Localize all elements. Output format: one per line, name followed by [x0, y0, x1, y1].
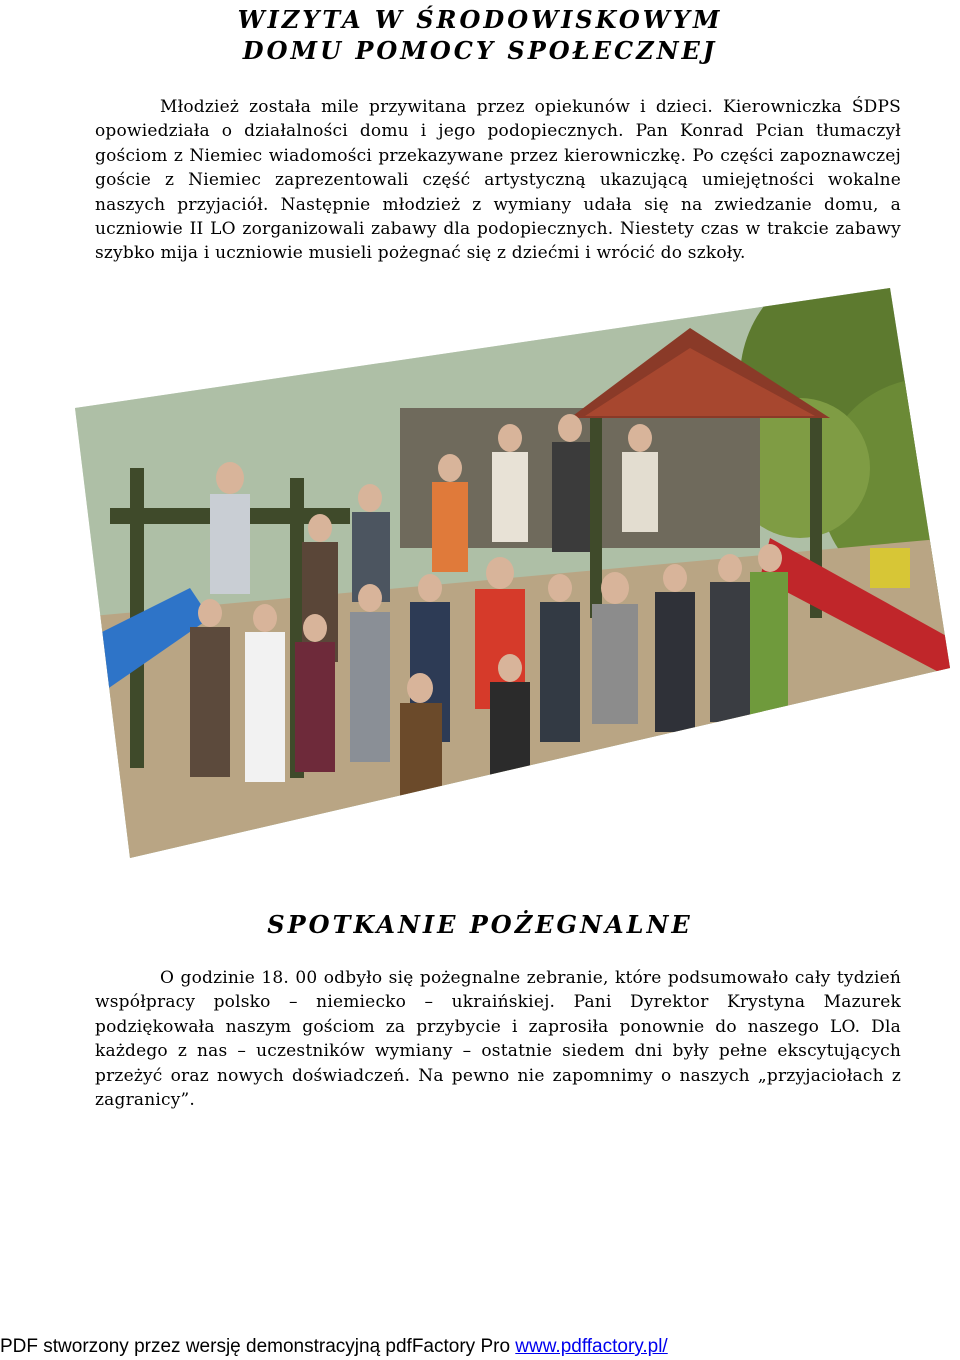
- pdf-footer: [0, 1334, 960, 1360]
- section-title-farewell: SPOTKANIE POŻEGNALNE: [267, 910, 693, 939]
- group-photo-image: [70, 288, 950, 858]
- paragraph-visit: [95, 95, 901, 266]
- page-title: [0, 4, 960, 66]
- paragraph-farewell: [95, 966, 901, 1112]
- paragraph-farewell-text: O godzinie 18. 00 odbyło się pożegnalne zebranie, które podsumowało cały tydzień współpracy polsko – niemiecko – ukraińskiej. Pani Dyrektor Krystyna Mazurek podziękowała naszym gościom za przybycie i zaprosiła ponownie do naszego LO. Dla każdego z nas – uczestników wymiany – ostatnie siedem dni były pełne ekscytujących przeżyć oraz nowych doświadczeń. Na pewno nie zapomnimy o naszych „przyjaciołach z zagranicy”.: [95, 968, 901, 1111]
- paragraph-visit-text: Młodzież została mile przywitana przez opiekunów i dzieci. Kierowniczka ŚDPS opowiedziała o działalności domu i jego podopiecznych. Pan Konrad Pcian tłumaczył gościom z Niemiec wiadomości przekazywane przez kierowniczkę. Po części zapoznawczej goście z Niemiec zaprezentowali część artystyczną ukazującą umiejętności wokalne naszych przyjaciół. Następnie młodzież z wymiany udała się na zwiedzanie domu, a uczniowie II LO zorganizowali zabawy dla podopiecznych. Niestety czas w trakcie zabawy szybko mija i uczniowie musieli pożegnać się z dziećmi i wrócić do szkoły.: [95, 97, 901, 264]
- footer-link[interactable]: www.pdffactory.pl/: [515, 1336, 668, 1357]
- footer-text: PDF stworzony przez wersję demonstracyjną pdfFactory Pro: [0, 1336, 516, 1357]
- title-line-1: WIZYTA W ŚRODOWISKOWYM: [237, 5, 723, 34]
- title-line-2: DOMU POMOCY SPOŁECZNEJ: [242, 36, 718, 65]
- group-photo: [70, 288, 950, 858]
